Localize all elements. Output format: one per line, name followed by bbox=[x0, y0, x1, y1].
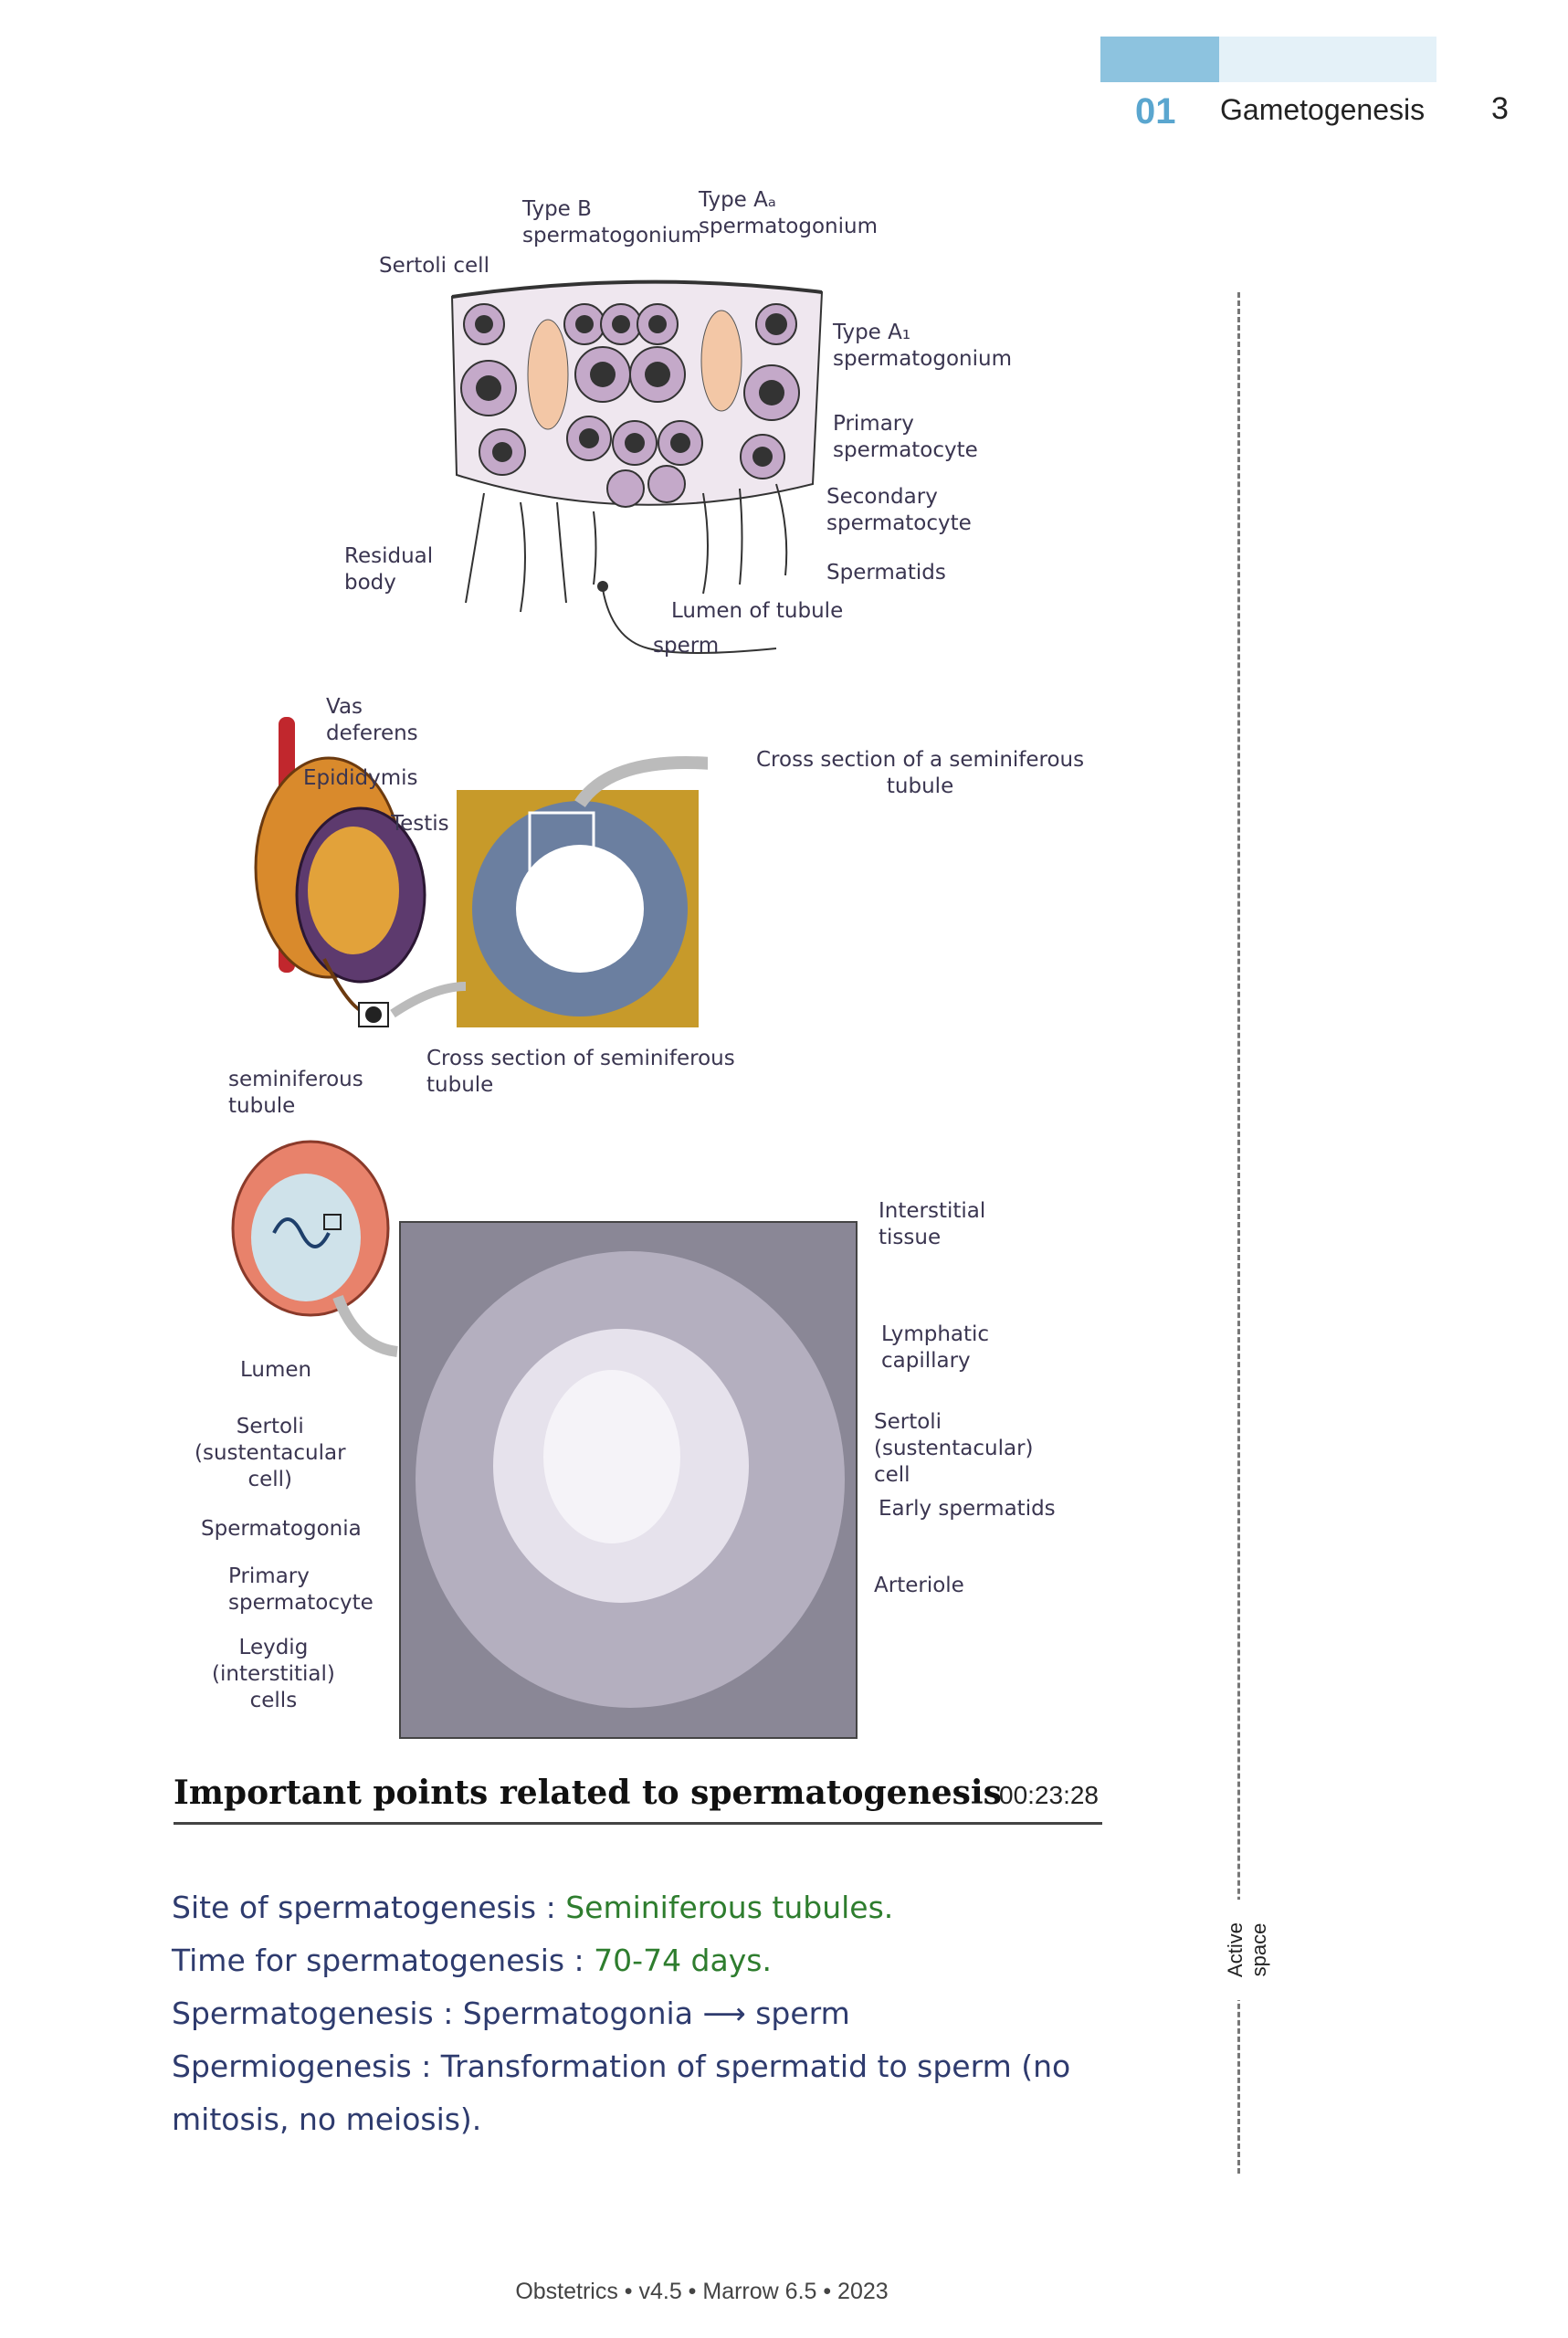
arteriole-label: Arteriole bbox=[874, 1574, 964, 1597]
seminiferous-tubule-label: seminiferous tubule bbox=[228, 1068, 363, 1118]
residual-body-label: Residual body bbox=[344, 544, 434, 595]
type-a1-spermatogonium-label: Type A₁ spermatogonium bbox=[833, 321, 1012, 371]
cross-section-a-label: Cross section of a seminiferous tubule bbox=[756, 748, 1085, 798]
note-spermatogenesis: Spermatogenesis : Spermatogonia ⟶ sperm bbox=[172, 1996, 850, 2031]
active-space-divider bbox=[1237, 292, 1240, 2174]
header-accent-bar bbox=[1100, 37, 1219, 82]
leydig-cells-label: Leydig (interstitial) cells bbox=[212, 1636, 335, 1712]
lumen-label: Lumen bbox=[240, 1358, 312, 1382]
header-accent-bar-light bbox=[1219, 37, 1436, 82]
cross-section-b-label: Cross section of seminiferous tubule bbox=[426, 1047, 735, 1097]
note-time: Time for spermatogenesis : 70-74 days. bbox=[172, 1943, 772, 1978]
secondary-spermatocyte-label: Secondary spermatocyte bbox=[826, 485, 972, 535]
sertoli-cell-label: Sertoli cell bbox=[379, 254, 489, 278]
active-space-label: Active space bbox=[1224, 1900, 1251, 2000]
early-spermatids-label: Early spermatids bbox=[879, 1497, 1056, 1521]
sperm-label: sperm bbox=[653, 634, 720, 658]
testis-label: Testis bbox=[391, 812, 449, 836]
epididymis-label: Epididymis bbox=[303, 766, 418, 790]
page-number: 3 bbox=[1491, 91, 1509, 126]
vas-deferens-label: Vas deferens bbox=[326, 695, 418, 745]
page-footer bbox=[0, 2279, 1568, 2305]
primary-spermatocyte-micrograph-label: Primary spermatocyte bbox=[228, 1564, 374, 1615]
lumen-of-tubule-label: Lumen of tubule bbox=[671, 599, 844, 623]
type-a-dark-spermatogonium-label: Type Aₐ spermatogonium bbox=[699, 188, 878, 238]
testis-cross-section-illustration bbox=[233, 712, 708, 1059]
chapter-number: 01 bbox=[1135, 91, 1176, 132]
note-site: Site of spermatogenesis : Seminiferous tubules. bbox=[172, 1890, 894, 1925]
type-b-spermatogonium-label: Type B spermatogonium bbox=[522, 197, 701, 247]
section-title: Important points related to spermatogenesis bbox=[174, 1774, 1002, 1812]
sertoli-cell-right-label: Sertoli (sustentacular) cell bbox=[874, 1410, 1034, 1487]
sertoli-cell-left-label: Sertoli (sustentacular cell) bbox=[195, 1415, 346, 1491]
lymphatic-capillary-label: Lymphatic capillary bbox=[881, 1322, 990, 1373]
chapter-title: Gametogenesis bbox=[1220, 93, 1426, 126]
video-timestamp[interactable]: 00:23:28 bbox=[999, 1781, 1099, 1809]
interstitial-tissue-label: Interstitial tissue bbox=[879, 1199, 986, 1249]
spermatids-label: Spermatids bbox=[826, 561, 946, 584]
note-spermiogenesis: Spermiogenesis : Transformation of spermatid to sperm (no mitosis, no meiosis). bbox=[172, 2048, 1071, 2137]
footer-text: Obstetrics • v4.5 • Marrow 6.5 • 2023 bbox=[515, 2279, 889, 2304]
primary-spermatocyte-label: Primary spermatocyte bbox=[833, 412, 978, 462]
spermatogonia-label: Spermatogonia bbox=[201, 1517, 362, 1541]
section-divider bbox=[174, 1822, 1102, 1825]
handwritten-notes bbox=[172, 1881, 1103, 2146]
